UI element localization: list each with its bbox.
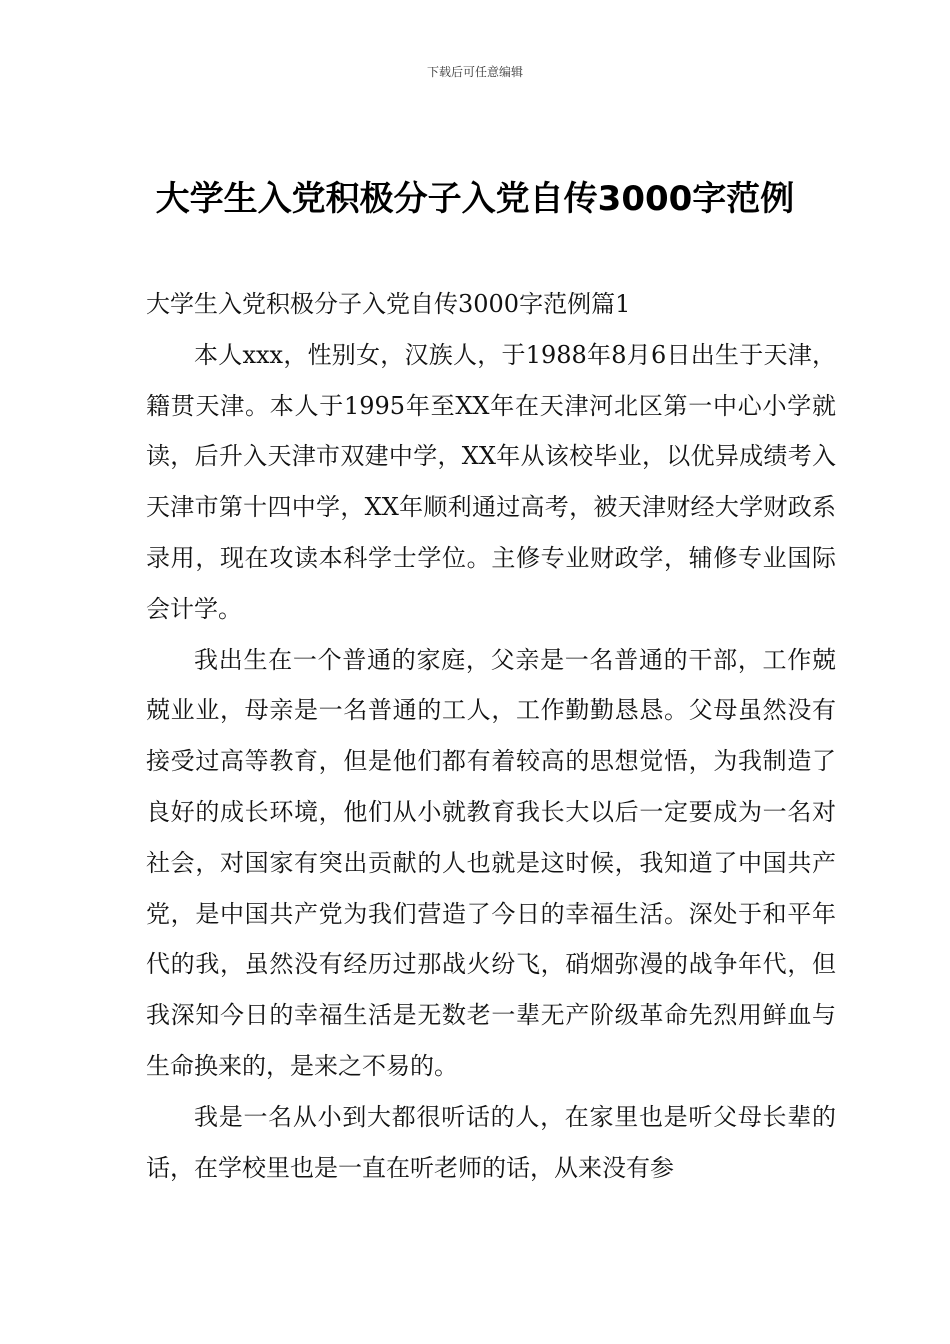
paragraph-2: 我出生在一个普通的家庭，父亲是一名普通的干部，工作兢兢业业，母亲是一名普通的工人，工作勤勤恳恳。父母虽然没有接受过高等教育，但是他们都有着较高的思想觉悟，为我制造了良好的成长环境，他们从小就教育我长大以后一定要成为一名对社会，对国家有突出贡献的人也就是这时候，我知道了中国共产党，是中国共产党为我们营造了今日的幸福生活。深处于和平年代的我，虽然没有经历过那战火纷飞，硝烟弥漫的战争年代，但我深知今日的幸福生活是无数老一辈无产阶级革命先烈用鲜血与生命换来的，是来之不易的。 [146,645,836,1080]
paragraph-3: 我是一名从小到大都很听话的人，在家里也是听父母长辈的话，在学校里也是一直在听老师的话，从来没有参 [146,1102,836,1182]
document-title: 大学生入党积极分子入党自传3000字范例 [155,179,795,219]
paragraph-1: 本人xxx，性别女，汉族人，于1988年8月6日出生于天津，籍贯天津。本人于1995年至XX年在天津河北区第一中心小学就读，后升入天津市双建中学，XX年从该校毕业，以优异成绩考入天津市第十四中学，XX年顺利通过高考，被天津财经大学财政系录用，现在攻读本科学士学位。主修专业财政学，辅修专业国际会计学。 [146,340,836,623]
document-body [146,279,836,1193]
header-note: 下载后可任意编辑 [426,65,523,79]
section-heading: 大学生入党积极分子入党自传3000字范例篇1 [146,290,631,318]
